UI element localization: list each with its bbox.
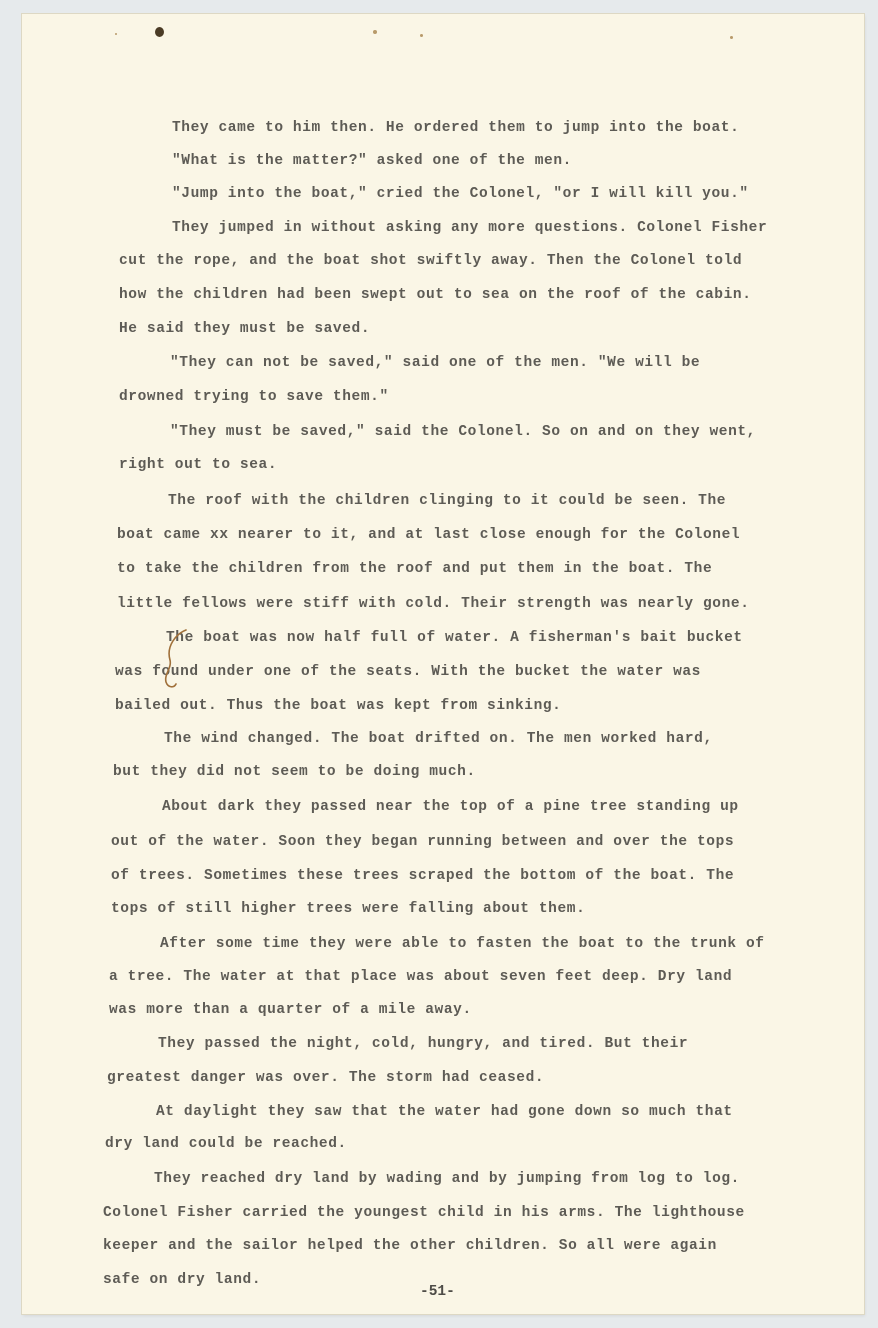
text-line: Colonel Fisher carried the youngest child in his arms. The lighthouse (103, 1205, 745, 1221)
text-line: He said they must be saved. (119, 321, 371, 337)
paper-speck (115, 33, 117, 35)
text-line: "They can not be saved," said one of the men. "We will be (170, 355, 701, 371)
text-line: tops of still higher trees were falling about them. (111, 901, 586, 917)
text-line: was more than a quarter of a mile away. (109, 1002, 472, 1018)
paper-speck (420, 34, 423, 37)
text-line: was found under one of the seats. With the bucket the water was (115, 664, 701, 680)
text-line: right out to sea. (119, 457, 278, 473)
punch-hole (155, 27, 164, 37)
paper-speck (373, 30, 377, 34)
text-line: of trees. Sometimes these trees scraped the bottom of the boat. The (111, 868, 735, 884)
text-line: At daylight they saw that the water had gone down so much that (156, 1104, 733, 1120)
text-line: greatest danger was over. The storm had ceased. (107, 1070, 545, 1086)
paper-speck (730, 36, 733, 39)
text-line: After some time they were able to fasten the boat to the trunk of (160, 936, 765, 952)
text-line: little fellows were stiff with cold. Their strength was nearly gone. (117, 596, 750, 612)
text-line: to take the children from the roof and put them in the boat. The (117, 561, 713, 577)
typescript-page (22, 14, 864, 1314)
text-line: They jumped in without asking any more questions. Colonel Fisher (172, 220, 768, 236)
text-line: They reached dry land by wading and by jumping from log to log. (154, 1171, 740, 1187)
text-line: bailed out. Thus the boat was kept from sinking. (115, 698, 562, 714)
text-line: "They must be saved," said the Colonel. So on and on they went, (170, 424, 756, 440)
text-line: About dark they passed near the top of a pine tree standing up (162, 799, 739, 815)
text-line: how the children had been swept out to sea on the roof of the cabin. (119, 287, 752, 303)
text-line: a tree. The water at that place was about seven feet deep. Dry land (109, 969, 733, 985)
text-line: safe on dry land. (103, 1272, 262, 1288)
text-line: cut the rope, and the boat shot swiftly away. Then the Colonel told (119, 253, 743, 269)
page-number: -51- (420, 1284, 455, 1300)
text-line: keeper and the sailor helped the other children. So all were again (103, 1238, 717, 1254)
text-line: "What is the matter?" asked one of the men. (172, 153, 572, 169)
pencil-correction-mark (156, 626, 190, 692)
text-line: The wind changed. The boat drifted on. The men worked hard, (164, 731, 713, 747)
text-line: "Jump into the boat," cried the Colonel, "or I will kill you." (172, 186, 749, 202)
text-line: The boat was now half full of water. A fisherman's bait bucket (166, 630, 743, 646)
text-line: but they did not seem to be doing much. (113, 764, 476, 780)
text-line: The roof with the children clinging to it could be seen. The (168, 493, 727, 509)
text-line: dry land could be reached. (105, 1136, 347, 1152)
text-line: out of the water. Soon they began running between and over the tops (111, 834, 735, 850)
text-line: They came to him then. He ordered them to jump into the boat. (172, 120, 740, 136)
text-line: boat came xx nearer to it, and at last close enough for the Colonel (117, 527, 741, 543)
text-line: drowned trying to save them." (119, 389, 389, 405)
text-line: They passed the night, cold, hungry, and tired. But their (158, 1036, 689, 1052)
